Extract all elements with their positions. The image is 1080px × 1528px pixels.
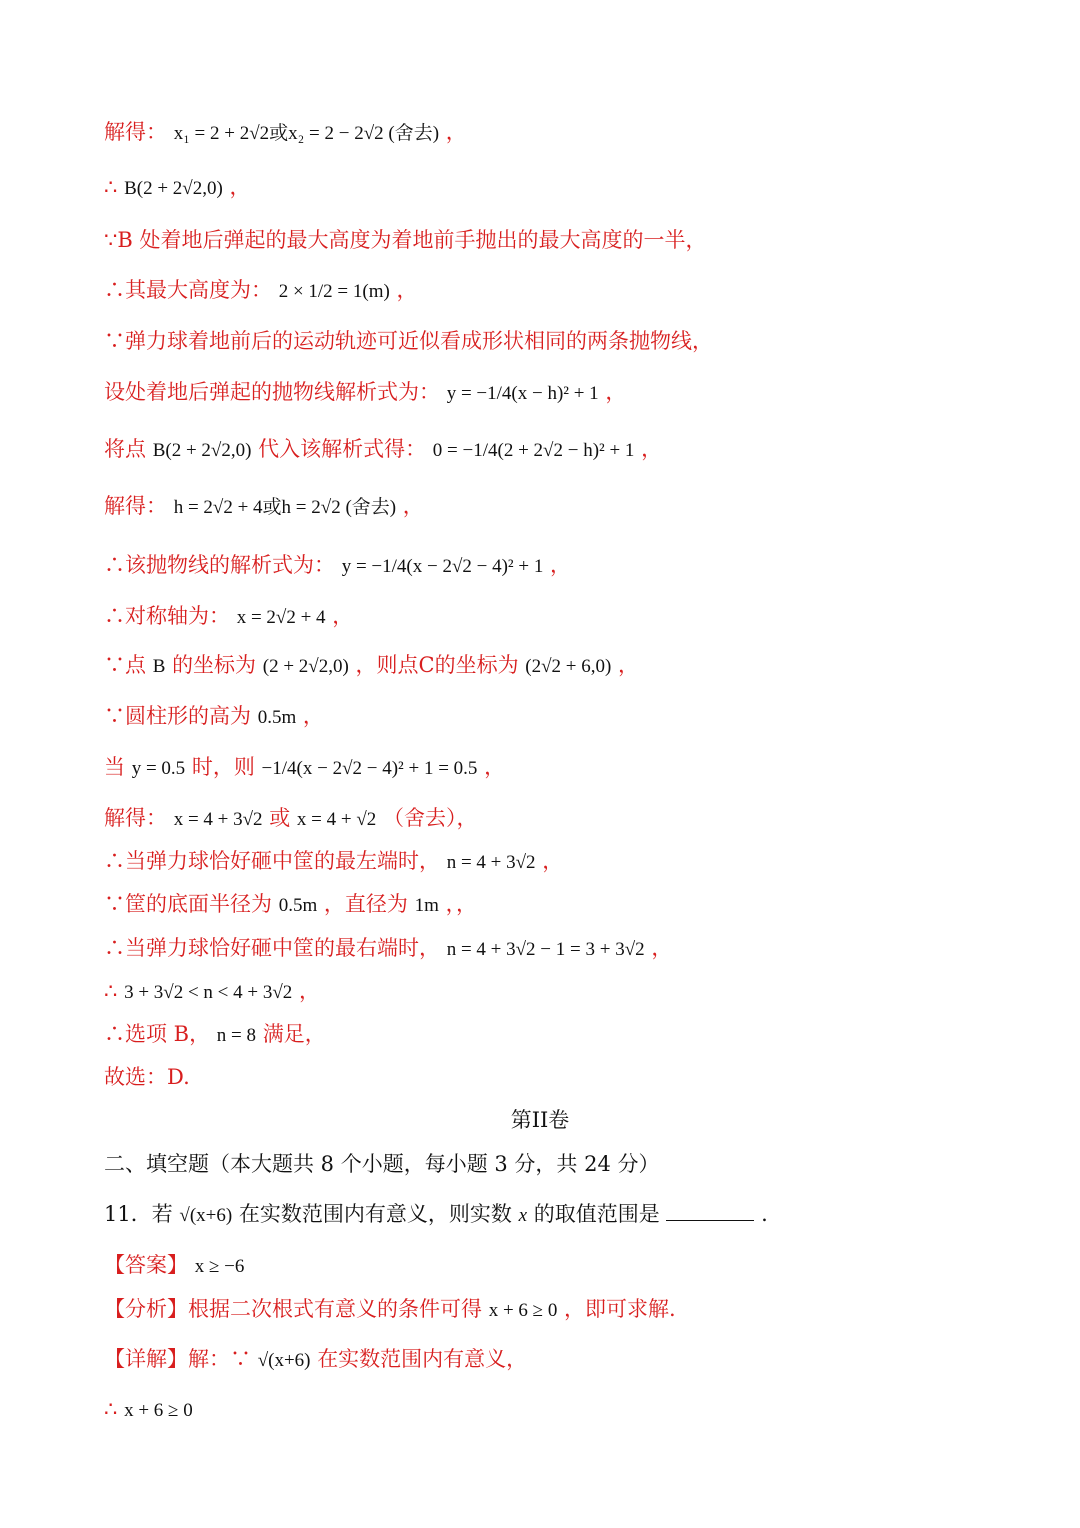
solution-line-1: 解得： x₁ = 2 + 2√2或x₂ = 2 − 2√2 (舍去) ， (104, 120, 467, 144)
solution-line-2: ∴ B(2 + 2√2,0) ， (104, 175, 251, 199)
solution-line-15: ∴当弹力球恰好砸中筐的最左端时， n = 4 + 3√2 ， (104, 849, 564, 873)
solution-line-4: ∴其最大高度为： 2 × 1/2 = 1(m) ， (104, 278, 418, 302)
section-heading: 二、填空题（本大题共 8 个小题，每小题 3 分，共 24 分） (104, 1152, 660, 1176)
solution-line-12: ∵圆柱形的高为 0.5m ， (104, 704, 324, 728)
solution-line-10: ∴对称轴为： x = 2√2 + 4 ， (104, 604, 354, 628)
solution-line-11: ∵点 B 的坐标为 (2 + 2√2,0) ，则点C的坐标为 (2√2 + 6,0) ， (104, 653, 640, 677)
solution-line-16: ∵筐的底面半径为 0.5m ，直径为 1m ，， (104, 892, 478, 916)
solution-line-14: 解得： x = 4 + 3√2 或 x = 4 + √2 （舍去）， (104, 806, 478, 830)
conclusion-line: ∴ x + 6 ≥ 0 (104, 1397, 193, 1421)
detail-line: 【详解】解：∵ √(x+6) 在实数范围内有意义， (104, 1347, 528, 1371)
solution-line-18: ∴ 3 + 3√2 < n < 4 + 3√2 ， (104, 979, 320, 1003)
solution-line-9: ∴该抛物线的解析式为： y = −1/4(x − 2√2 − 4)² + 1 ， (104, 553, 572, 577)
solution-line-17: ∴当弹力球恰好砸中筐的最右端时， n = 4 + 3√2 − 1 = 3 + 3√2 ， (104, 936, 673, 960)
solution-line-3: ∵B 处着地后弹起的最大高度为着地前手抛出的最大高度的一半， (104, 228, 707, 252)
solution-line-8: 解得： h = 2√2 + 4或h = 2√2 (舍去) ， (104, 494, 424, 518)
question-11: 11．若 √(x+6) 在实数范围内有意义，则实数 x 的取值范围是 . (104, 1202, 768, 1226)
analysis-line: 【分析】根据二次根式有意义的条件可得 x + 6 ≥ 0 ，即可求解. (104, 1297, 676, 1321)
section-title: 第II卷 (510, 1108, 570, 1132)
solution-line-7: 将点 B(2 + 2√2,0) 代入该解析式得： 0 = −1/4(2 + 2√2 − h)² + 1 ， (104, 437, 663, 461)
answer-blank (666, 1202, 754, 1221)
solution-line-19: ∴选项 B， n = 8 满足， (104, 1022, 326, 1046)
solution-line-5: ∵弹力球着地前后的运动轨迹可近似看成形状相同的两条抛物线， (104, 329, 713, 353)
solution-line-6: 设处着地后弹起的抛物线解析式为： y = −1/4(x − h)² + 1 ， (104, 380, 627, 404)
solution-line-13: 当 y = 0.5 时，则 −1/4(x − 2√2 − 4)² + 1 = 0.5 ， (104, 755, 506, 779)
answer-line: 【答案】 x ≥ −6 (104, 1253, 245, 1277)
solution-line-20: 故选：D. (104, 1065, 190, 1089)
